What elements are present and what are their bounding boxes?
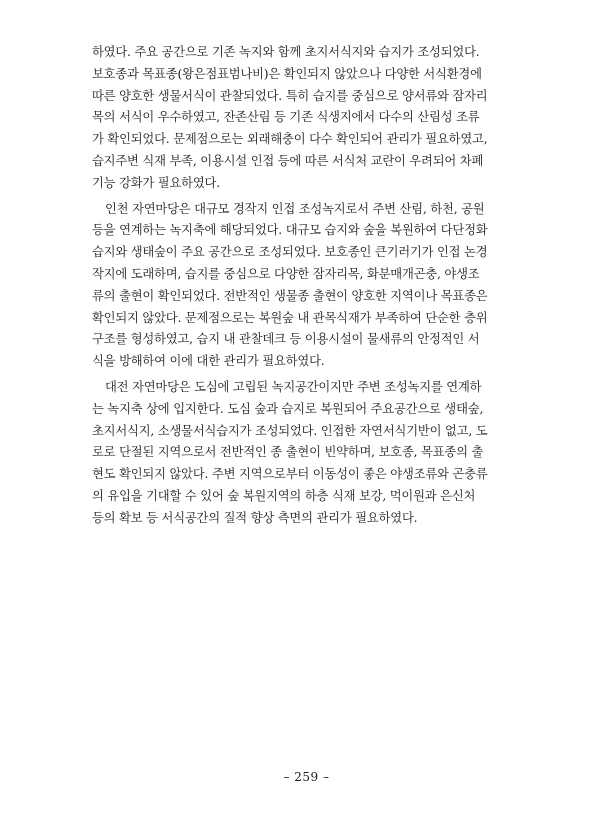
paragraph-1 xyxy=(92,42,520,195)
body-text xyxy=(92,42,520,534)
text-line: 등을 연계하는 녹지축에 해당되었다. 대규모 습지와 숲을 복원하여 다단정화 xyxy=(92,223,488,238)
text-line: 로로 단절된 지역으로서 전반적인 종 출현이 빈약하며, 보호종, 목표종의 출 xyxy=(92,445,484,460)
paragraph-3 xyxy=(92,377,520,530)
text-line: 보호종과 목표종(왕은점표범나비)은 확인되지 않았으나 다양한 서식환경에 xyxy=(92,66,482,81)
text-line: 확인되지 않았다. 문제점으로는 복원숲 내 관목식재가 부족하여 단순한 층위 xyxy=(92,310,488,325)
text-line: 따른 양호한 생물서식이 관찰되었다. 특히 습지를 중심으로 양서류와 잠자리 xyxy=(92,88,488,103)
text-line: 의 유입을 기대할 수 있어 숲 복원지역의 하층 식재 보강, 먹이원과 은신처 xyxy=(92,488,476,503)
text-line: 목의 서식이 우수하였고, 잔존산림 등 기존 식생지에서 다수의 산림성 조류 xyxy=(92,110,480,125)
text-line: 초지서식지, 소생물서식습지가 조성되었다. 인접한 자연서식기반이 없고, 도 xyxy=(92,423,488,438)
text-line: 대전 자연마당은 도심에 고립된 녹지공간이지만 주변 조성녹지를 연계하 xyxy=(105,379,482,394)
text-line: 등의 확보 등 서식공간의 질적 향상 측면의 관리가 필요하였다. xyxy=(92,510,418,525)
text-line: 기능 강화가 필요하였다. xyxy=(92,175,220,190)
text-line: 가 확인되었다. 문제점으로는 외래해충이 다수 확인되어 관리가 필요하였고, xyxy=(92,132,488,147)
text-line: 인천 자연마당은 대규모 경작지 인접 조성녹지로서 주변 산림, 하천, 공원 xyxy=(105,201,485,216)
paragraph-2 xyxy=(92,199,520,373)
text-line: 작지에 도래하며, 습지를 중심으로 다양한 잠자리목, 화분매개곤충, 야생조 xyxy=(92,266,480,281)
text-line: 습지와 생태숲이 주요 공간으로 조성되었다. 보호종인 큰기러기가 인접 논경 xyxy=(92,245,488,260)
text-line: 식을 방해하여 이에 대한 관리가 필요하였다. xyxy=(92,354,325,369)
text-line: 현도 확인되지 않았다. 주변 지역으로부터 이동성이 좋은 야생조류와 곤충류 xyxy=(92,467,488,482)
text-line: 습지주변 식재 부족, 이용시설 인접 등에 따른 서식처 교란이 우려되어 차폐 xyxy=(92,153,484,168)
text-line: 류의 출현이 확인되었다. 전반적인 생물종 출현이 양호한 지역이나 목표종은 xyxy=(92,288,488,303)
page-number: – 259 – xyxy=(283,770,330,784)
text-line: 는 녹지축 상에 입지한다. 도심 숲과 습지로 복원되어 주요공간으로 생태숲, xyxy=(92,401,484,416)
text-line: 구조를 형성하였고, 습지 내 관찰데크 등 이용시설이 물새류의 안정적인 서 xyxy=(92,332,480,347)
text-line: 하였다. 주요 공간으로 기존 녹지와 함께 초지서식지와 습지가 조성되었다. xyxy=(92,45,480,59)
